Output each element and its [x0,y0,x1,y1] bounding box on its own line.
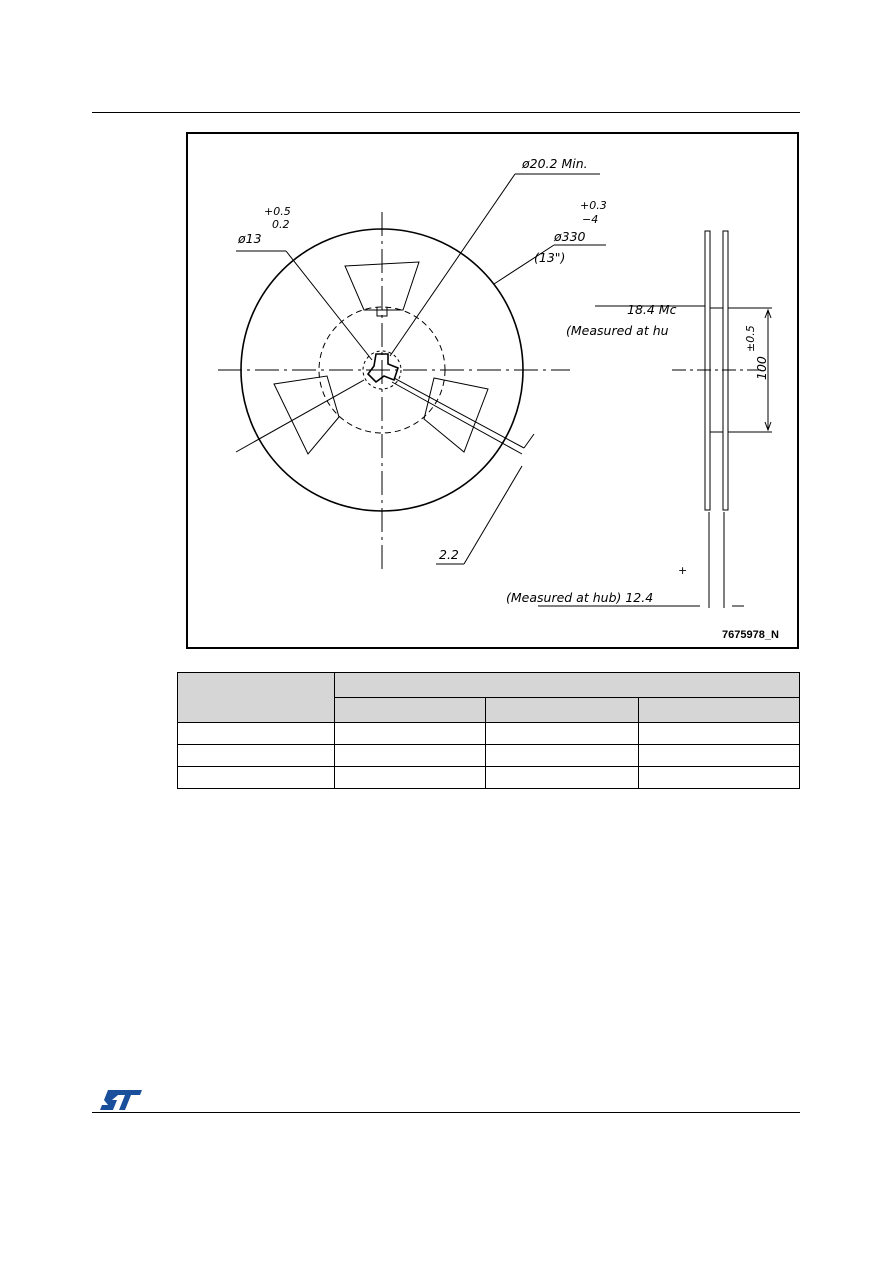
table-subheader-cell [486,698,639,723]
table-cell [486,745,639,767]
table-cell [178,745,335,767]
table-cell [178,767,335,789]
table-row [178,723,800,745]
header-rule [92,112,800,113]
table-cell [178,723,335,745]
table-row [178,767,800,789]
table-cell [639,767,800,789]
footer-rule [92,1112,800,1113]
table-cell [335,723,486,745]
table-cell [486,723,639,745]
slot-edge-upper [394,378,524,448]
arbor-tol-plus: +0.5 [264,205,291,218]
reel-tol-minus: −4 [582,213,599,226]
arbor-tol-minus: 0.2 [272,218,290,231]
table-header-cell [178,673,335,723]
table-cell [639,745,800,767]
slot-dim-tick [524,434,534,448]
hub-tolerance-label: ±0.5 [744,325,757,352]
reel-drawing-figure [186,132,799,649]
table-header-row [178,673,800,698]
reel-drawing [188,134,797,647]
hub-bore-leader [390,174,515,356]
slot-leader [464,466,522,564]
figure-id: 7675978_N [722,629,779,641]
reel-dimensions-table [177,672,800,789]
arbor-leader [286,251,372,360]
inner-width-note: (Measured at hu [566,323,669,338]
reel-tol-plus: +0.3 [580,199,607,212]
arbor-leader-lower [236,380,364,452]
plus-mark: + [678,564,688,577]
inner-width-label: 18.4 Mc [627,302,677,317]
st-logo-icon [98,1088,144,1112]
table-subheader-cell [335,698,486,723]
hub-trefoil [368,354,398,382]
arbor-diameter-label: ø13 [238,231,262,246]
table-header-cell [335,673,800,698]
outer-width-note: (Measured at hub) 12.4 [506,590,654,605]
table-cell [335,745,486,767]
hub-bore-label: ø20.2 Min. [522,156,588,171]
reel-inches-label: (13") [534,250,566,265]
reel-window-left [274,376,339,454]
table-row [178,745,800,767]
slot-width-label: 2.2 [439,547,459,562]
reel-diameter-label: ø330 [554,229,586,244]
table-cell [486,767,639,789]
table-cell [335,767,486,789]
hub-diameter-label: 100 [754,356,769,380]
reel-window-right [424,378,488,452]
slot-edge-lower [392,382,522,454]
table-subheader-cell [639,698,800,723]
table-cell [639,723,800,745]
